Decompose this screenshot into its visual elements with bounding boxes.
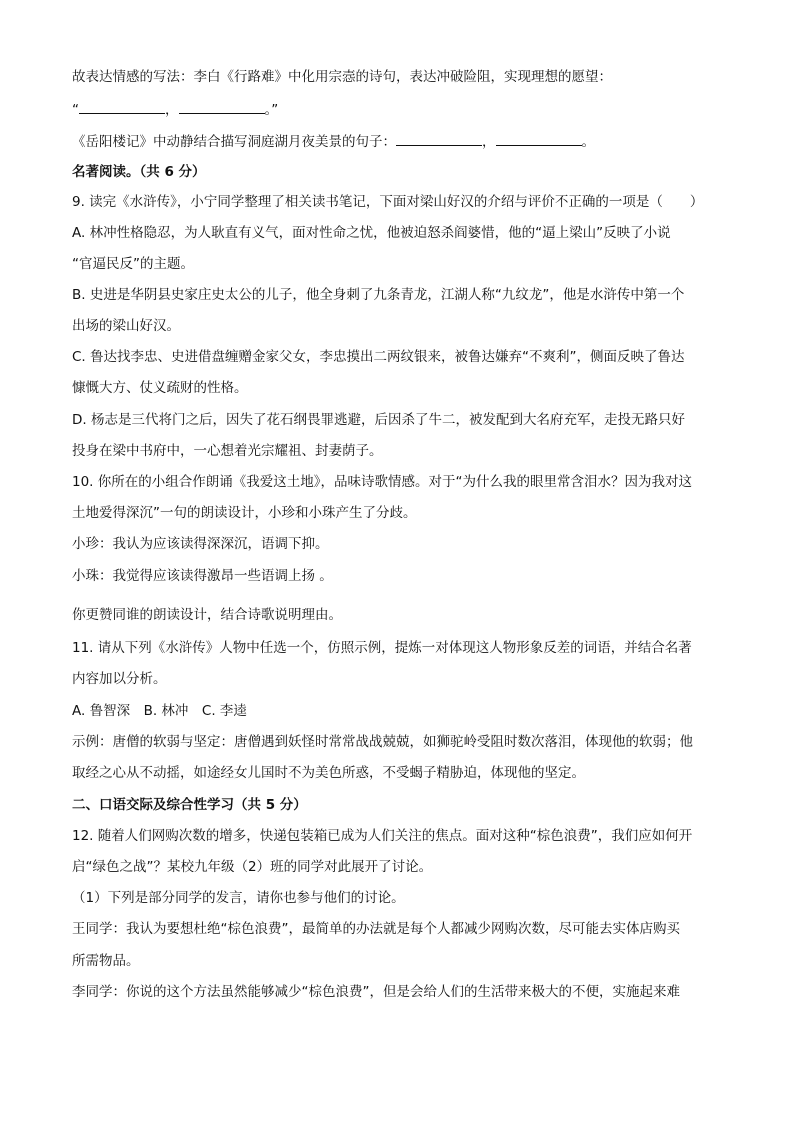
answer-blank[interactable] [79, 99, 165, 114]
option-b: B. 史进是华阴县史家庄史太公的儿子，他全身刺了九条青龙，江湖人称“九纹龙”，他是水浒传中第一个 [72, 287, 685, 303]
example-line: 示例：唐僧的软弱与坚定：唐僧遇到妖怪时常常战战兢兢，如狮驼岭受阻时数次落泪，体现他的软弱；他 [72, 734, 693, 750]
comma: ， [165, 102, 179, 118]
option-d: D. 杨志是三代将门之后，因失了花石纲畏罪逃避，后因杀了牛二，被发配到大名府充军，走投无路只好 [72, 412, 685, 428]
option-c-cont: 慷慨大方、仗义疏财的性格。 [72, 380, 248, 396]
poem-blank-line [72, 99, 722, 120]
open-quote: “ [72, 102, 79, 118]
section-heading: 名著阅读。（共 6 分） [72, 164, 206, 180]
option-a-cont: “官逼民反”的主题。 [72, 256, 194, 272]
question-11: 11. 请从下列《水浒传》人物中任选一个，仿照示例，提炼一对体现这人物形象反差的词语，并结合名著 [72, 640, 692, 656]
section-heading: 二、口语交际及综合性学习（共 5 分） [72, 797, 307, 813]
question-10-prompt: 你更赞同谁的朗读设计，结合诗歌说明理由。 [72, 607, 342, 623]
example-line-cont: 取经之心从不动摇，如途经女儿国时不为美色所惑，不受蝎子精胁迫，体现他的坚定。 [72, 765, 585, 781]
option-d-cont: 投身在梁中书府中，一心想着光宗耀祖、封妻荫子。 [72, 443, 383, 459]
question-9: 9. 读完《水浒传》，小宁同学整理了相关读书笔记，下面对梁山好汉的介绍与评价不正确的一项是（ ） [72, 194, 704, 210]
li-line: 李同学：你说的这个方法虽然能够减少“棕色浪费”，但是会给人们的生活带来极大的不便，实施起来难 [72, 984, 680, 1000]
xiaozhen-line: 小珍：我认为应该读得深深沉，语调下抑。 [72, 536, 329, 552]
answer-blank[interactable] [396, 131, 482, 146]
character-options: A. 鲁智深 B. 林冲 C. 李逵 [72, 703, 247, 719]
option-c: C. 鲁达找李忠、史进借盘缠赠金家父女，李忠摸出二两纹银来，被鲁达嫌弃“不爽利”，侧面反映了鲁达 [72, 349, 685, 365]
xiaozhu-line: 小珠：我觉得应该读得激昂一些语调上扬 。 [72, 568, 333, 584]
question-11-cont: 内容加以分析。 [72, 671, 167, 687]
comma: ， [482, 134, 496, 150]
poem-question-line [72, 67, 722, 87]
close-quote: 。” [264, 102, 279, 118]
text: 故表达情感的写法：李白《行路难》中化用宗悫的诗句，表达冲破险阻，实现理想的愿望： [72, 69, 612, 85]
option-a: A. 林冲性格隐忍，为人耿直有义气，面对性命之忧，他被迫怒杀阎婆惜，他的“逼上梁山”反映了小说 [72, 225, 671, 241]
wang-line: 王同学：我认为要想杜绝“棕色浪费”，最简单的办法就是每个人都减少网购次数，尽可能去实体店购买 [72, 921, 680, 937]
question-12-cont: 启“绿色之战”？某校九年级（2）班的同学对此展开了讨论。 [72, 859, 433, 875]
wang-line-cont: 所需物品。 [72, 953, 140, 969]
text: 《岳阳楼记》中动静结合描写洞庭湖月夜美景的句子： [72, 134, 396, 150]
question-12: 12. 随着人们网购次数的增多，快递包装箱已成为人们关注的焦点。面对这种“棕色浪费”，我们应如何开 [72, 828, 693, 844]
question-10-cont: 土地爱得深沉”一句的朗读设计，小珍和小珠产生了分歧。 [72, 505, 417, 521]
period: 。 [581, 134, 595, 150]
yueyanglou-line [72, 131, 722, 152]
question-10: 10. 你所在的小组合作朗诵《我爱这土地》，品味诗歌情感。对于“为什么我的眼里常含泪水？因为我对这 [72, 474, 693, 490]
answer-blank[interactable] [496, 131, 582, 146]
question-12-sub1: （1）下列是部分同学的发言，请你也参与他们的讨论。 [72, 890, 405, 906]
answer-blank[interactable] [179, 99, 265, 114]
option-b-cont: 出场的梁山好汉。 [72, 318, 180, 334]
